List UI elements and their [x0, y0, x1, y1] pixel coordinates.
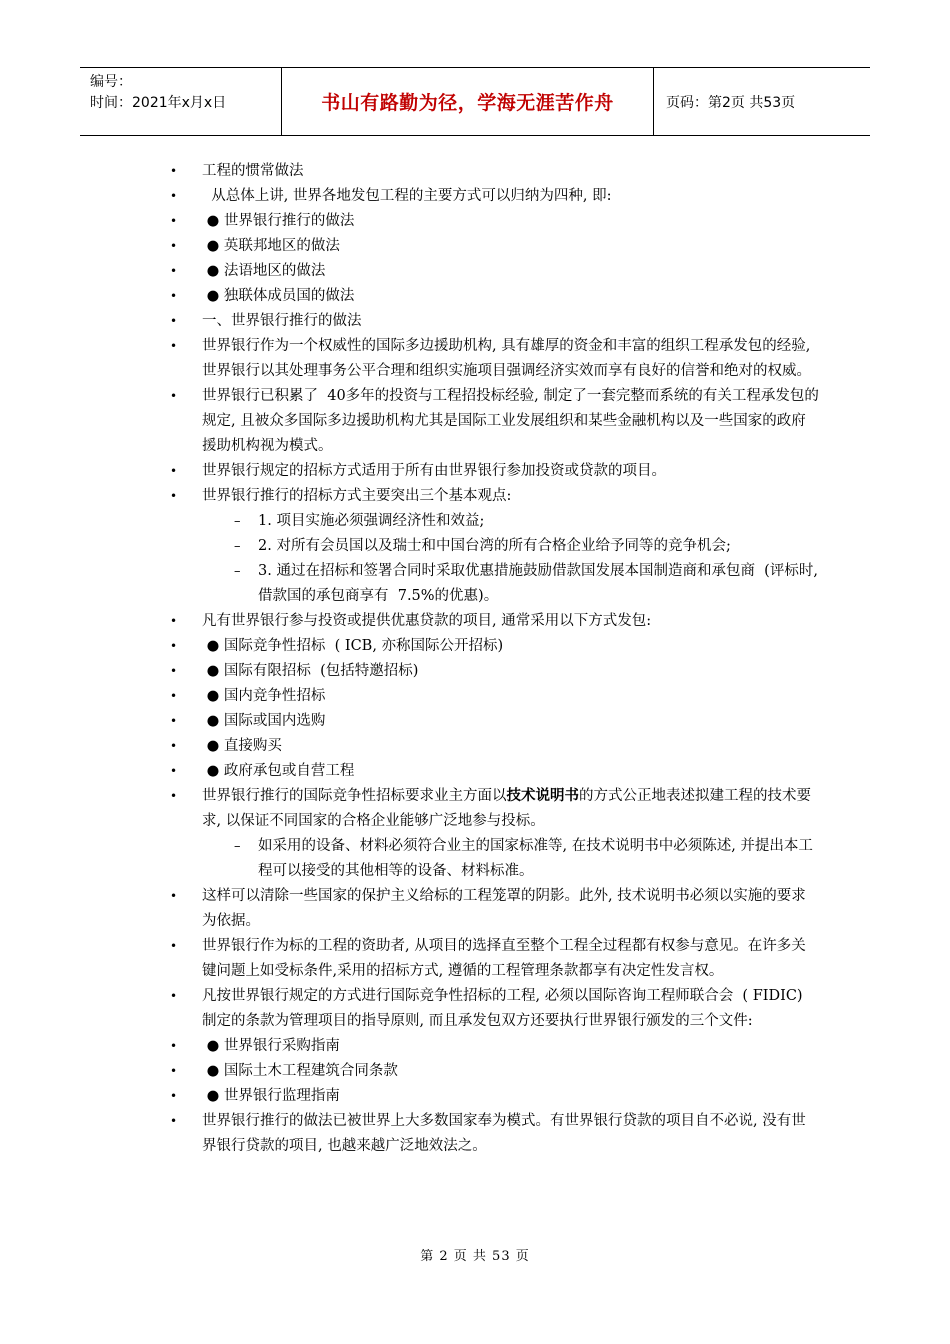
list-item: [170, 984, 820, 1034]
list-item: [170, 259, 820, 284]
list-item-text: 世界银行推行的招标方式主要突出三个基本观点:: [202, 488, 512, 504]
list-item-text: 工程的惯常做法: [202, 163, 304, 179]
list-item: [170, 934, 820, 984]
sub-list-item: [170, 509, 820, 534]
list-item: [170, 459, 820, 484]
bullet-marker: •: [170, 739, 178, 753]
bullet-marker: •: [170, 789, 178, 803]
list-item: [170, 334, 820, 384]
list-item-text: ● 国际竞争性招标 ( ICB, 亦称国际公开招标): [202, 638, 504, 654]
list-item: [170, 1109, 820, 1159]
page-footer: 第 2 页 共 53 页: [420, 1249, 530, 1264]
list-item-text: 3. 通过在招标和签署合同时采取优惠措施鼓励借款国发展本国制造商和承包商 (评标时, 借款国的承包商享有 7.5%的优惠)。: [258, 563, 823, 604]
bullet-marker: •: [170, 764, 178, 778]
list-item: [170, 709, 820, 734]
list-item-text: ● 国际土木工程建筑合同条款: [202, 1063, 398, 1079]
list-item-text: ● 法语地区的做法: [202, 263, 326, 279]
bullet-marker: •: [170, 239, 178, 253]
list-item-text: 世界银行推行的做法已被世界上大多数国家奉为模式。有世界银行贷款的项目自不必说, 没有世界银行贷款的项目, 也越来越广泛地效法之。: [202, 1113, 806, 1154]
bullet-marker: •: [170, 1114, 178, 1128]
list-item: [170, 1059, 820, 1084]
list-item: [170, 784, 820, 834]
time-label: 时间：2021年x月x日: [90, 95, 227, 111]
list-item: [170, 734, 820, 759]
list-item-text: 凡按世界银行规定的方式进行国际竞争性招标的工程, 必须以国际咨询工程师联合会 ( FIDIC) 制定的条款为管理项目的指导原则, 而且承发包双方还要执行世界银行颁发的三个文件:: [202, 988, 808, 1029]
list-item-text: ● 英联邦地区的做法: [202, 238, 340, 254]
list-item-text: ● 独联体成员国的做法: [202, 288, 355, 304]
bullet-marker: •: [170, 889, 178, 903]
list-item: [170, 284, 820, 309]
list-item-text: ● 世界银行采购指南: [202, 1038, 340, 1054]
list-item-text: 从总体上讲, 世界各地发包工程的主要方式可以归纳为四种, 即:: [202, 188, 612, 204]
bullet-marker: •: [170, 389, 178, 403]
bullet-marker: •: [170, 464, 178, 478]
dash-marker: –: [234, 839, 241, 854]
list-item-text: 如采用的设备、材料必须符合业主的国家标准等, 在技术说明书中必须陈述, 并提出本工程可以接受的其他相等的设备、材料标准。: [258, 838, 813, 879]
list-item-text: ● 世界银行监理指南: [202, 1088, 340, 1104]
header-meta: [80, 68, 282, 135]
list-item-text: 世界银行作为一个权威性的国际多边援助机构, 具有雄厚的资金和丰富的组织工程承发包的经验, 世界银行以其处理事务公平合理和组织实施项目强调经济实效而享有良好的信誉和绝对的权威。: [202, 338, 815, 379]
bullet-marker: •: [170, 289, 178, 303]
list-item-text: ● 直接购买: [202, 738, 282, 754]
list-item: [170, 1034, 820, 1059]
list-item-text: 世界银行已积累了 40多年的投资与工程招投标经验, 制定了一套完整而系统的有关工程承发包的规定, 且被众多国际多边援助机构尤其是国际工业发展组织和某些金融机构以及一些国家的政府援助机构视为模式。: [202, 388, 819, 454]
list-item-text: ● 政府承包或自营工程: [202, 763, 355, 779]
bullet-marker: •: [170, 939, 178, 953]
dash-marker: –: [234, 514, 241, 529]
bullet-marker: •: [170, 314, 178, 328]
dash-marker: –: [234, 539, 241, 554]
bullet-marker: •: [170, 714, 178, 728]
bullet-marker: •: [170, 264, 178, 278]
list-item-text: 世界银行规定的招标方式适用于所有由世界银行参加投资或贷款的项目。: [202, 463, 666, 479]
list-item: [170, 1084, 820, 1109]
list-item: [170, 884, 820, 934]
list-item-text: 1. 项目实施必须强调经济性和效益;: [258, 513, 485, 529]
list-item: [170, 684, 820, 709]
list-item-text: 世界银行作为标的工程的资助者, 从项目的选择直至整个工程全过程都有权参与意见。在许多关键问题上如受标条件,采用的招标方式, 遵循的工程管理条款都享有决定性发言权。: [202, 938, 806, 979]
bullet-marker: •: [170, 1039, 178, 1053]
list-item: [170, 659, 820, 684]
header-motto: 书山有路勤为径，学海无涯苦作舟: [282, 68, 654, 135]
list-item-text: 凡有世界银行参与投资或提供优惠贷款的项目, 通常采用以下方式发包:: [202, 613, 652, 629]
list-item-text: ● 国际或国内选购: [202, 713, 326, 729]
header-page-info: 页码：第2页 共53页: [666, 94, 796, 111]
list-item-text: 2. 对所有会员国以及瑞士和中国台湾的所有合格企业给予同等的竞争机会;: [258, 538, 731, 554]
sub-list-item: [170, 559, 823, 609]
list-item-text: ● 国际有限招标 (包括特邀招标): [202, 663, 419, 679]
bullet-marker: •: [170, 189, 178, 203]
dash-marker: –: [234, 564, 241, 579]
document-body: [170, 159, 823, 1159]
bullet-marker: •: [170, 489, 178, 503]
sub-list-item: [170, 834, 820, 884]
bullet-marker: •: [170, 614, 178, 628]
list-item: [170, 234, 820, 259]
sub-list-item: [170, 534, 820, 559]
list-item-text: ● 国内竞争性招标: [202, 688, 326, 704]
list-item: [170, 634, 820, 659]
number-label: 编号：: [90, 74, 132, 90]
list-item: [170, 609, 820, 634]
list-item-text-after: 的方式公正地表述拟建工程的技术要求, 以保证不同国家的合格企业能够广泛地参与投标。: [202, 788, 811, 829]
bullet-marker: •: [170, 164, 178, 178]
page-header: [80, 67, 870, 136]
list-item: [170, 309, 820, 334]
bullet-marker: •: [170, 1089, 178, 1103]
list-item: [170, 484, 820, 509]
bullet-marker: •: [170, 639, 178, 653]
list-item-text: 一、世界银行推行的做法: [202, 313, 362, 329]
bullet-marker: •: [170, 339, 178, 353]
bullet-marker: •: [170, 214, 178, 228]
bullet-marker: •: [170, 664, 178, 678]
bullet-marker: •: [170, 689, 178, 703]
emphasis-text: 技术说明书: [506, 788, 579, 804]
bullet-marker: •: [170, 989, 178, 1003]
list-item: [170, 159, 820, 184]
list-item: [170, 384, 820, 459]
bullet-marker: •: [170, 1064, 178, 1078]
list-item: [170, 759, 820, 784]
list-item-text: 世界银行推行的国际竞争性招标要求业主方面以: [202, 788, 507, 804]
list-item: [170, 184, 820, 209]
list-item-text: ● 世界银行推行的做法: [202, 213, 355, 229]
list-item: [170, 209, 820, 234]
list-item-text: 这样可以清除一些国家的保护主义给标的工程笼罩的阴影。此外, 技术说明书必须以实施的要求为依据。: [202, 888, 806, 929]
